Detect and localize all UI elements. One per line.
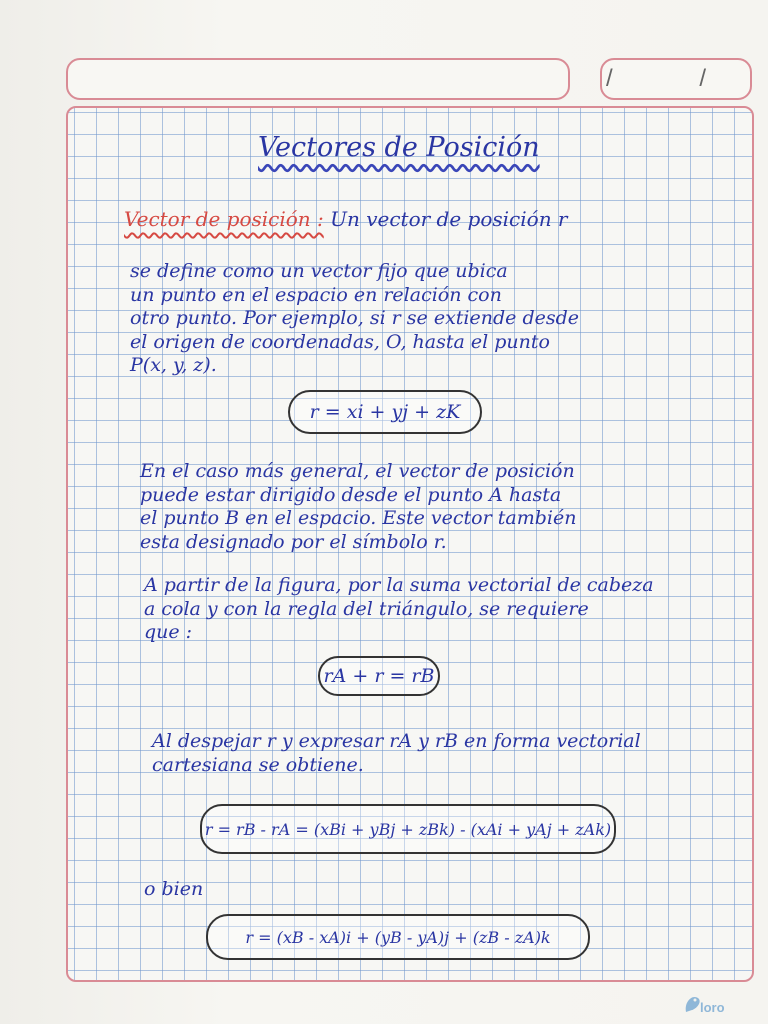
parrot-icon — [686, 997, 700, 1012]
header-date-field — [600, 58, 752, 100]
formula-box-3 — [200, 804, 616, 854]
formula-1: r = xi + yj + zK — [309, 401, 461, 423]
formula-box-4 — [206, 914, 590, 960]
definition-term: Vector de posición : — [124, 207, 324, 231]
date-placeholder: / / — [605, 65, 746, 92]
definition-line — [124, 208, 568, 232]
page-title: Vectores de Posición — [258, 132, 540, 163]
brand-logo — [680, 990, 732, 1018]
formula-box-1 — [288, 390, 482, 434]
paragraph-4: Al despejar r y expresar rA y rB en forma vectorial cartesiana se obtiene. — [152, 730, 641, 776]
formula-box-2 — [318, 656, 440, 696]
formula-3: r = rB - rA = (xBi + yBj + zBk) - (xAi + yAj + zAk) — [204, 819, 612, 839]
logo-text: loro — [700, 1000, 725, 1015]
paragraph-2: En el caso más general, el vector de posición puede estar dirigido desde el punto A hasta el punto B en el espacio. Este vector también esta designado por el símbolo r. — [140, 460, 577, 553]
formula-4: r = (xB - xA)i + (yB - yA)j + (zB - zA)k — [245, 927, 551, 947]
grid-sheet — [66, 106, 754, 982]
header-title-field — [66, 58, 570, 100]
or-text: o bien — [144, 878, 204, 900]
paragraph-1: se define como un vector fijo que ubica un punto en el espacio en relación con otro punto. Por ejemplo, si r se extiende desde el origen de coordenadas, O, hasta el punto P(x, y, z). — [130, 260, 580, 377]
formula-2: rA + r = rB — [323, 665, 435, 687]
definition-lead: Un vector de posición r — [323, 207, 568, 231]
paragraph-3: A partir de la figura, por la suma vectorial de cabeza a cola y con la regla del triángulo, se requiere que : — [144, 574, 654, 644]
